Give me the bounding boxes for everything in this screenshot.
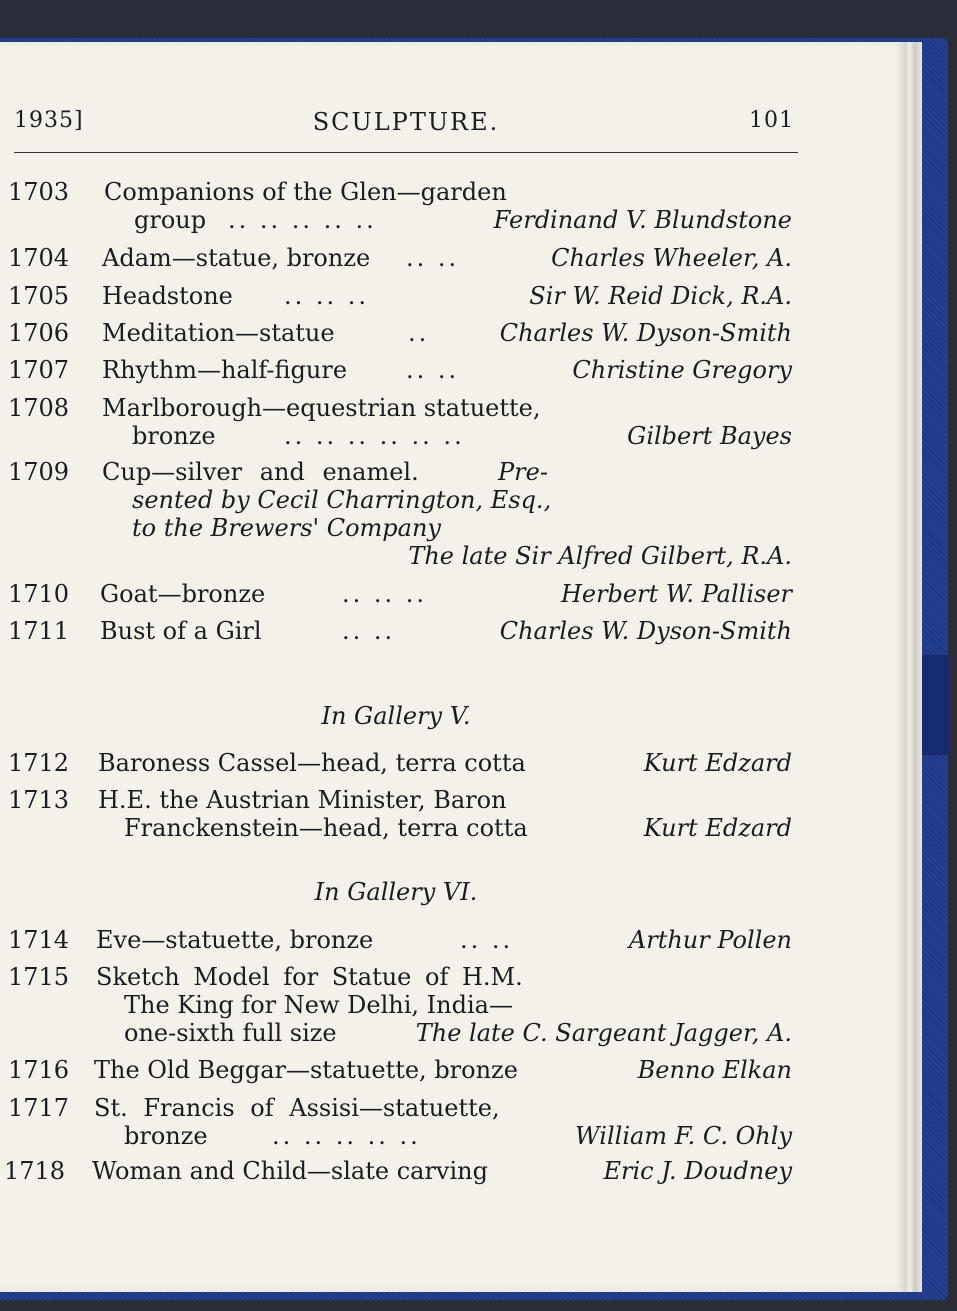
leader-dots: .. .. <box>460 926 514 954</box>
entry-title: Rhythm—half-figure <box>102 356 348 384</box>
entry-number: 1707 <box>8 356 70 384</box>
header-title: SCULPTURE. <box>312 108 500 136</box>
entry-artist: The late C. Sargeant Jagger, A. <box>415 1019 792 1047</box>
catalogue-entry <box>0 786 792 846</box>
entry-number: 1718 <box>4 1157 66 1185</box>
entry-number: 1708 <box>8 394 70 422</box>
entry-title: Sketch Model for Statue of H.M. <box>96 963 523 991</box>
entry-artist: Herbert W. Palliser <box>560 580 792 608</box>
entry-number: 1712 <box>8 749 70 777</box>
entry-artist: Eric J. Doudney <box>603 1157 792 1185</box>
entry-title: Bust of a Girl <box>100 617 262 645</box>
leader-dots: .. .. <box>342 617 396 645</box>
entry-title-cont: bronze <box>124 1122 208 1150</box>
entry-artist: Charles Wheeler, A. <box>551 244 792 272</box>
leader-dots: .. .. .. <box>342 580 428 608</box>
entry-artist: Charles W. Dyson-Smith <box>499 617 792 645</box>
entry-number: 1706 <box>8 319 70 347</box>
entry-artist: Benno Elkan <box>637 1056 792 1084</box>
entry-title: Eve—statuette, bronze <box>96 926 374 954</box>
entry-title: H.E. the Austrian Minister, Baron <box>98 786 507 814</box>
entry-title: Woman and Child—slate carving <box>92 1157 488 1185</box>
leader-dots: .. .. .. <box>284 282 370 310</box>
entry-title: Meditation—statue <box>102 319 335 347</box>
entry-artist: The late Sir Alfred Gilbert, R.A. <box>408 542 792 570</box>
entry-artist: Sir W. Reid Dick, R.A. <box>529 282 792 310</box>
header-year: 1935] <box>14 108 84 133</box>
entry-title: Cup—silver and enamel. <box>102 458 419 486</box>
entry-title-cont: bronze <box>132 422 216 450</box>
catalogue-entry <box>0 963 792 1051</box>
entry-title-cont: group <box>134 206 207 234</box>
entry-note: to the Brewers' Company <box>132 514 441 542</box>
entry-title: The Old Beggar—statuette, bronze <box>94 1056 518 1084</box>
entry-number: 1717 <box>8 1094 70 1122</box>
entry-title: St. Francis of Assisi—statuette, <box>94 1094 500 1122</box>
catalogue-entry <box>0 1094 792 1154</box>
entry-artist: Arthur Pollen <box>628 926 792 954</box>
gallery-heading-vi: In Gallery VI. <box>314 878 478 906</box>
leader-dots: .. .. .. .. .. .. <box>284 422 465 450</box>
entry-number: 1710 <box>8 580 70 608</box>
entry-title-cont: The King for New Delhi, India— <box>124 991 513 1019</box>
gallery-heading-v: In Gallery V. <box>321 702 471 730</box>
entry-note: sented by Cecil Charrington, Esq., <box>132 486 552 514</box>
entry-title-cont: Franckenstein—head, terra cotta <box>124 814 528 842</box>
entry-title: Goat—bronze <box>100 580 266 608</box>
running-header <box>14 104 798 153</box>
entry-title: Headstone <box>102 282 233 310</box>
entry-number: 1713 <box>8 786 70 814</box>
entry-number: 1714 <box>8 926 70 954</box>
leader-dots: .. .. <box>406 356 460 384</box>
leader-dots: .. .. <box>406 244 460 272</box>
entry-artist: Christine Gregory <box>572 356 792 384</box>
leader-dots: .. .. .. .. .. <box>228 206 377 234</box>
entry-title-cont: one-sixth full size <box>124 1019 337 1047</box>
entry-number: 1711 <box>8 617 70 645</box>
book-page <box>0 44 902 1288</box>
entry-artist: Ferdinand V. Blundstone <box>493 206 792 234</box>
entry-number: 1703 <box>8 178 70 206</box>
entry-artist: Kurt Edzard <box>643 749 792 777</box>
leader-dots: .. .. .. .. .. <box>272 1122 421 1150</box>
entry-title: Companions of the Glen—garden <box>104 178 507 206</box>
entry-number: 1705 <box>8 282 70 310</box>
entry-title: Adam—statue, bronze <box>102 244 371 272</box>
entry-title: Marlborough—equestrian statuette, <box>102 394 541 422</box>
entry-title: Baroness Cassel—head, terra cotta <box>98 749 526 777</box>
leader-dots: .. <box>408 319 430 347</box>
catalogue-entry <box>0 458 792 574</box>
entry-artist: William F. C. Ohly <box>575 1122 792 1150</box>
catalogue-entry <box>0 394 792 454</box>
entry-note: Pre- <box>498 458 548 486</box>
entry-number: 1709 <box>8 458 70 486</box>
entry-number: 1716 <box>8 1056 70 1084</box>
entry-number: 1704 <box>8 244 70 272</box>
page-number: 101 <box>749 108 794 133</box>
entry-number: 1715 <box>8 963 70 991</box>
entry-artist: Gilbert Bayes <box>627 422 792 450</box>
catalogue-entry <box>0 178 792 238</box>
entry-artist: Kurt Edzard <box>643 814 792 842</box>
entry-artist: Charles W. Dyson-Smith <box>499 319 792 347</box>
